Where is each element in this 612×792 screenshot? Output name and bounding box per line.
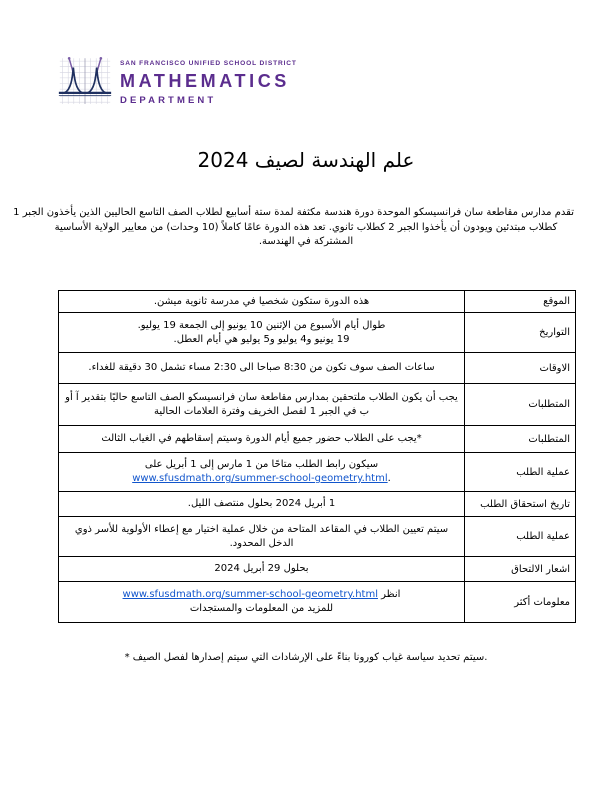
covid-footnote: * سيتم تحديد سياسة غياب كورونا بناءً على الإرشادات التي سيتم إصدارها لفصل الصيف. <box>124 652 488 663</box>
cell-text: انظر <box>377 589 401 600</box>
row-label-cell: الاوقات <box>465 353 576 384</box>
table-row <box>59 353 576 384</box>
logo-district-line: SAN FRANCISCO UNIFIED SCHOOL DISTRICT <box>120 60 297 67</box>
cell-line <box>64 562 459 576</box>
logo-department-line: DEPARTMENT <box>120 95 217 106</box>
row-content-cell <box>59 453 465 492</box>
cell-text: طوال أيام الأسبوع من الإثنين 10 يونيو إلى الجمعة 19 يوليو. <box>137 319 386 331</box>
row-label-cell: المتطلبات <box>465 426 576 453</box>
cell-text: *يجب على الطلاب حضور جميع أيام الدورة وسيتم إسقاطهم في الغياب الثالث <box>101 433 422 444</box>
cell-line <box>64 432 459 446</box>
cell-line <box>64 391 459 419</box>
intro-line: المشتركة في الهندسة. <box>258 236 354 247</box>
cell-text: سيتم تعيين الطلاب في المقاعد المتاحة من خلال عملية اختيار مع إعطاء الأولوية للأسر ذوي الدخل المحدود. <box>74 523 449 549</box>
cell-text: 1 أبريل 2024 بحلول منتصف الليل. <box>187 498 336 509</box>
table-row <box>59 384 576 426</box>
row-content-cell <box>59 426 465 453</box>
row-content-cell <box>59 557 465 582</box>
intro-paragraph <box>13 206 574 250</box>
table-row <box>59 557 576 582</box>
cell-text: 19 يونيو و4 يوليو و5 يوليو هي أيام العطل. <box>173 333 350 345</box>
cell-line <box>64 319 459 333</box>
row-content-cell <box>59 291 465 313</box>
row-label-cell: معلومات أكثر <box>465 582 576 623</box>
course-link[interactable]: www.sfusdmath.org/summer-school-geometry.html <box>132 473 388 484</box>
table-row <box>59 582 576 623</box>
sfusd-math-logo <box>57 55 297 112</box>
bridge-parabola-graph-icon <box>57 55 113 112</box>
cell-text: . <box>387 473 391 484</box>
table-row <box>59 426 576 453</box>
row-content-cell <box>59 353 465 384</box>
cell-line <box>64 602 459 616</box>
cell-line <box>64 523 459 551</box>
cell-line <box>64 295 459 309</box>
cell-line <box>64 333 459 347</box>
intro-line: تقدم مدارس مقاطعة سان فرانسيسكو الموحدة دورة هندسة مكثفة لمدة ستة أسابيع لطلاب الصف التاسع الحاليين الذين يأخذون الجبر 1 <box>13 207 574 218</box>
cell-text: سيكون رابط الطلب متاحًا من 1 مارس إلى 1 أبريل على <box>144 459 379 470</box>
cell-text: بحلول 29 أبريل 2024 <box>214 563 309 574</box>
cell-text: للمزيد من المعلومات والمستجدات <box>189 603 334 614</box>
course-info-table <box>58 290 576 623</box>
page-title: علم الهندسة لصيف 2024 <box>197 148 415 172</box>
cell-line <box>64 361 459 375</box>
cell-text: هذه الدورة ستكون شخصيا في مدرسة ثانوية ميشن. <box>153 295 370 307</box>
row-label-cell: الموقع <box>465 291 576 313</box>
logo-mathematics-line: MATHEMATICS <box>120 71 290 91</box>
row-content-cell <box>59 492 465 517</box>
row-label-cell: اشعار الالتحاق <box>465 557 576 582</box>
table-row <box>59 291 576 313</box>
table-row <box>59 492 576 517</box>
row-content-cell <box>59 384 465 426</box>
table-row <box>59 313 576 353</box>
cell-line <box>64 588 459 602</box>
row-label-cell: عملية الطلب <box>465 517 576 557</box>
row-label-cell: التواريخ <box>465 313 576 353</box>
row-label-cell: عملية الطلب <box>465 453 576 492</box>
logo-text-block <box>120 55 297 106</box>
course-link[interactable]: www.sfusdmath.org/summer-school-geometry.html <box>122 589 378 600</box>
row-label-cell: تاريخ استحقاق الطلب <box>465 492 576 517</box>
row-content-cell <box>59 517 465 557</box>
row-content-cell <box>59 582 465 623</box>
row-label-cell: المتطلبات <box>465 384 576 426</box>
cell-line <box>64 458 459 472</box>
cell-line <box>64 497 459 511</box>
table-row <box>59 453 576 492</box>
table-row <box>59 517 576 557</box>
intro-line: كطلاب مبتدئين ويودون أن يأخذوا الجبر 2 كطلاب ثانوي. تعد هذه الدورة عامًا كاملاً (10 وحدات) من معايير الولاية الأساسية <box>54 221 558 233</box>
cell-line <box>64 472 459 486</box>
row-content-cell <box>59 313 465 353</box>
cell-text: ساعات الصف سوف تكون من 8:30 صباحا الى 2:30 مساء تشمل 30 دقيقة للغداء. <box>88 362 435 373</box>
cell-text: يجب أن يكون الطلاب ملتحقين بمدارس مقاطعة سان فرانسيسكو الصف التاسع حاليًا بتقدير آ أو ب في الجبر 1 لفصل الخريف وفترة العلامات الحالية <box>65 391 458 417</box>
